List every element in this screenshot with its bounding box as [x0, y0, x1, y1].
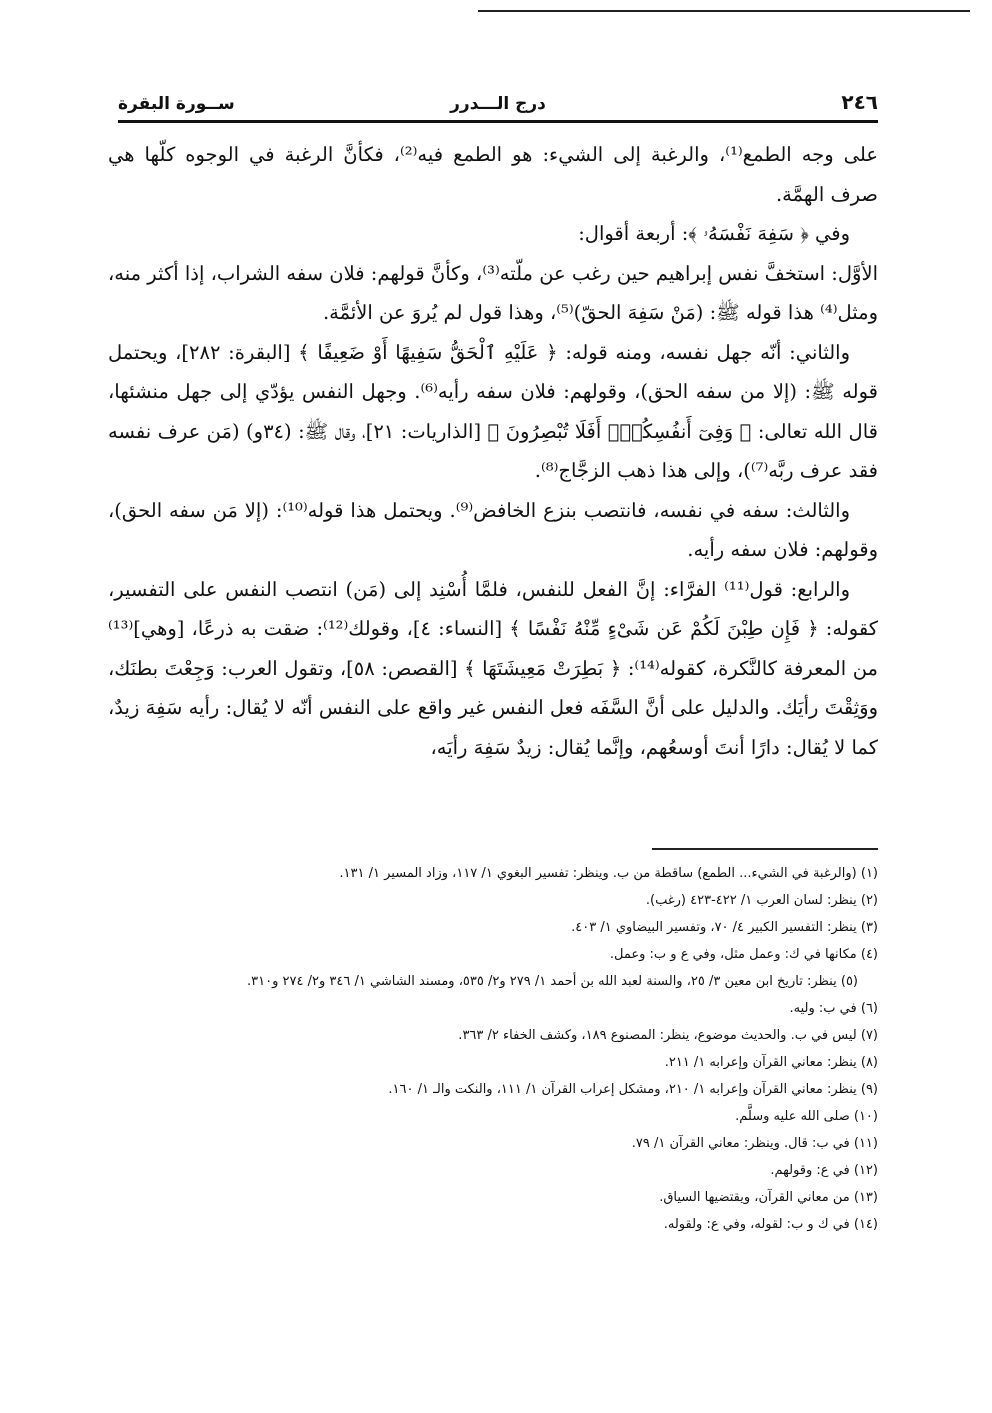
footnotes	[108, 860, 878, 1238]
top-edge-rule	[478, 10, 970, 12]
footnote: (٢) ينظر: لسان العرب ١/ ٤٢٢-٤٢٣ (رغب).	[645, 893, 878, 908]
footnote: (١٤) في ك و ب: لقوله، وفي ع: ولقوله.	[663, 1217, 878, 1232]
page-number: ٢٤٦	[841, 90, 878, 114]
footnote: (٧) ليس في ب. والحديث موضوع، ينظر: المصنوع ١٨٩، وكشف الخفاء ٢/ ٣٦٣.	[458, 1028, 878, 1043]
footnote: (٩) ينظر: معاني القرآن وإعرابه ١/ ٢١٠، ومشكل إعراب القرآن ١/ ١١١، والنكت والـ ١/ ١٦٠.	[388, 1082, 878, 1097]
footnote: (٣) ينظر: التفسير الكبير ٤/ ٧٠، وتفسير البيضاوي ١/ ٤٠٣.	[571, 920, 878, 935]
paragraph: والرابع: قول⁽¹¹⁾ الفرَّاء: إنَّ الفعل للنفس، فلمَّا أُسْنِد إلى (مَن) انتصب النفس على التفسير، كقوله: ﴿ فَإِن طِبْنَ لَكُمْ عَن شَىْءٍ مِّنْهُ نَفْسًا ﴾ [النساء: ٤]، وقولك⁽¹²⁾: ضقت به ذرعًا، [وهي]⁽¹³⁾ من المعرفة كالنَّكرة، كقوله⁽¹⁴⁾: ﴿ بَطِرَتْ مَعِيشَتَهَا ﴾ [القصص: ٥٨]، وتقول العرب: وَجِعْتَ بطنَك، ووَثِقْتَ رأيَك. والدليل على أنَّ السَّفَه فعل النفس غير واقع على النفس أنّه لا يُقال: رأيه سَفِهَ زيدٌ، كما لا يُقال: دارًا أنتَ أوسعُهم، وإنَّما يُقال: زيدٌ سَفِهَ رأيَه،	[108, 577, 878, 759]
footnote-separator	[652, 848, 878, 850]
footnote: (١) (والرغبة في الشيء... الطمع) ساقطة من ب. وينظر: تفسير البغوي ١/ ١١٧، وزاد المسير ١/ ١٣١.	[339, 866, 878, 881]
footnote: (٨) ينظر: معاني القرآن وإعرابه ١/ ٢١١.	[664, 1055, 878, 1070]
paragraph: الأوَّل: استخفَّ نفس إبراهيم حين رغب عن ملّته⁽³⁾، وكأنَّ قولهم: فلان سفه الشراب، إذا أكثر منه، ومثل⁽⁴⁾ هذا قوله ﷺ: (مَنْ سَفِهَ الحقّ)⁽⁵⁾، وهذا قول لم يُروَ عن الأئمَّة.	[108, 261, 878, 324]
footnote: (٥) ينظر: تاريخ ابن معين ٣/ ٢٥، والسنة لعبد الله بن أحمد ١/ ٢٧٩ و٢/ ٥٣٥، ومسند الشاشي ١/ ٣٤٦ و٢/ ٢٧٤ و٣١٠.	[247, 974, 858, 989]
surah-title: ســورة البقرة	[118, 94, 235, 114]
footnote: (٦) في ب: وليه.	[789, 1001, 878, 1016]
footnote: (١٠) صلى الله عليه وسلَّم.	[735, 1109, 878, 1124]
footnote: (١١) في ب: قال. وينظر: معاني القرآن ١/ ٧٩.	[631, 1136, 878, 1151]
paragraph: وفي ﴿ سَفِهَ نَفْسَهُۥ ﴾: أربعة أقوال:	[578, 222, 850, 245]
paragraph: والثالث: سفه في نفسه، فانتصب بنزع الخافض⁽⁹⁾. ويحتمل هذا قوله⁽¹⁰⁾: (إلا مَن سفه الحق)، وقولهم: فلان سفه رأيه.	[108, 498, 878, 561]
book-title: درج الـــدرر	[450, 94, 546, 114]
footnote: (١٢) في ع: وقولهم.	[770, 1163, 878, 1178]
main-text	[108, 135, 878, 767]
running-header	[118, 92, 878, 118]
paragraph: على وجه الطمع⁽¹⁾، والرغبة إلى الشيء: هو الطمع فيه⁽²⁾، فكأنَّ الرغبة في الوجوه كلّها هي صرف الهمَّة.	[108, 143, 878, 206]
footnote: (٤) مكانها في ك: وعمل مثل، وفي ع و ب: وعمل.	[609, 947, 878, 962]
header-rule	[118, 120, 878, 123]
paragraph: والثاني: أنّه جهل نفسه، ومنه قوله: ﴿ عَلَيْهِ ٱلْحَقُّ سَفِيهًا أَوْ ضَعِيفًا ﴾ [البقرة: ٢٨٢]، ويحتمل قوله ﷺ: (إلا من سفه الحق)، وقولهم: فلان سفه رأيه⁽⁶⁾. وجهل النفس يؤدّي إلى جهل منشئها، قال الله تعالى: ﴿ وَفِىٓ أَنفُسِكُمْۚ أَفَلَا تُبْصِرُونَ ﴾ [الذاريات: ٢١]، وقال ﷺ: (٣٤و) (مَن عرف نفسه فقد عرف ربَّه⁽⁷⁾)، وإلى هذا ذهب الزجَّاج⁽⁸⁾.	[108, 340, 879, 482]
footnote: (١٣) من معاني القرآن، ويقتضيها السياق.	[659, 1190, 878, 1205]
